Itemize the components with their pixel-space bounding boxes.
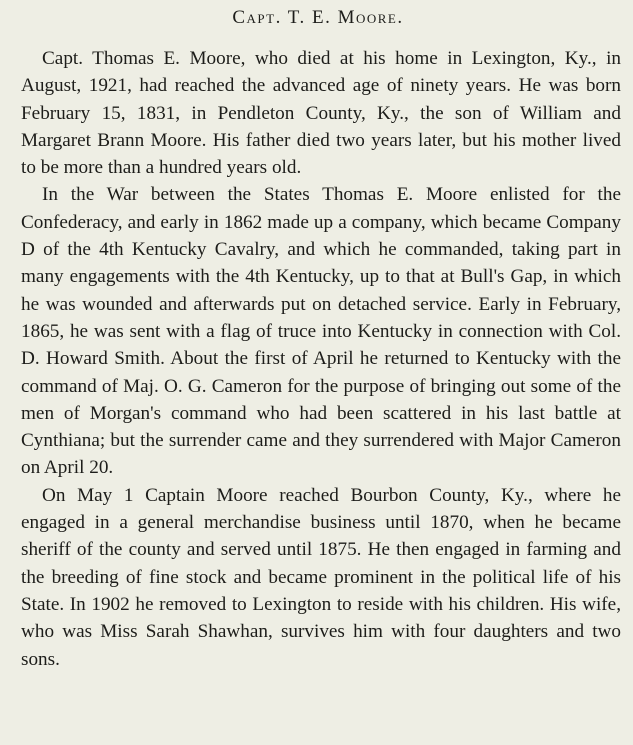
article-paragraph-2: In the War between the States Thomas E. Moore enlisted for the Confederacy, and early in 1862 made up a company, which became Company D of the 4th Kentucky Cavalry, and which he commanded, taking part in many engagements with the 4th Kentucky, up to that at Bull's Gap, in which he was wounded and afterwards put on detached service. Early in February, 1865, he was sent with a flag of truce into Kentucky in connection with Col. D. Howard Smith. About the first of April he returned to Kentucky with the command of Maj. O. G. Cameron for the purpose of bringing out some of the men of Morgan's command who had been scattered in his last battle at Cynthiana; but the surrender came and they surrendered with Major Cameron on April 20.: [21, 184, 621, 479]
article-title: Capt. T. E. Moore.: [232, 7, 404, 28]
article-paragraph-1: Capt. Thomas E. Moore, who died at his home in Lexington, Ky., in August, 1921, had reached the advanced age of ninety years. He was born February 15, 1831, in Pendleton County, Ky., the son of William and Margaret Brann Moore. His father died two years later, but his mother lived to be more than a hundred years old.: [21, 48, 621, 179]
article-paragraph-3: On May 1 Captain Moore reached Bourbon County, Ky., where he engaged in a general merchandise business until 1870, when he became sheriff of the county and served until 1875. He then engaged in farming and the breeding of fine stock and became prominent in the political life of his State. In 1902 he removed to Lexington to reside with his children. His wife, who was Miss Sarah Shawhan, survives him with four daughters and two sons.: [21, 484, 621, 670]
